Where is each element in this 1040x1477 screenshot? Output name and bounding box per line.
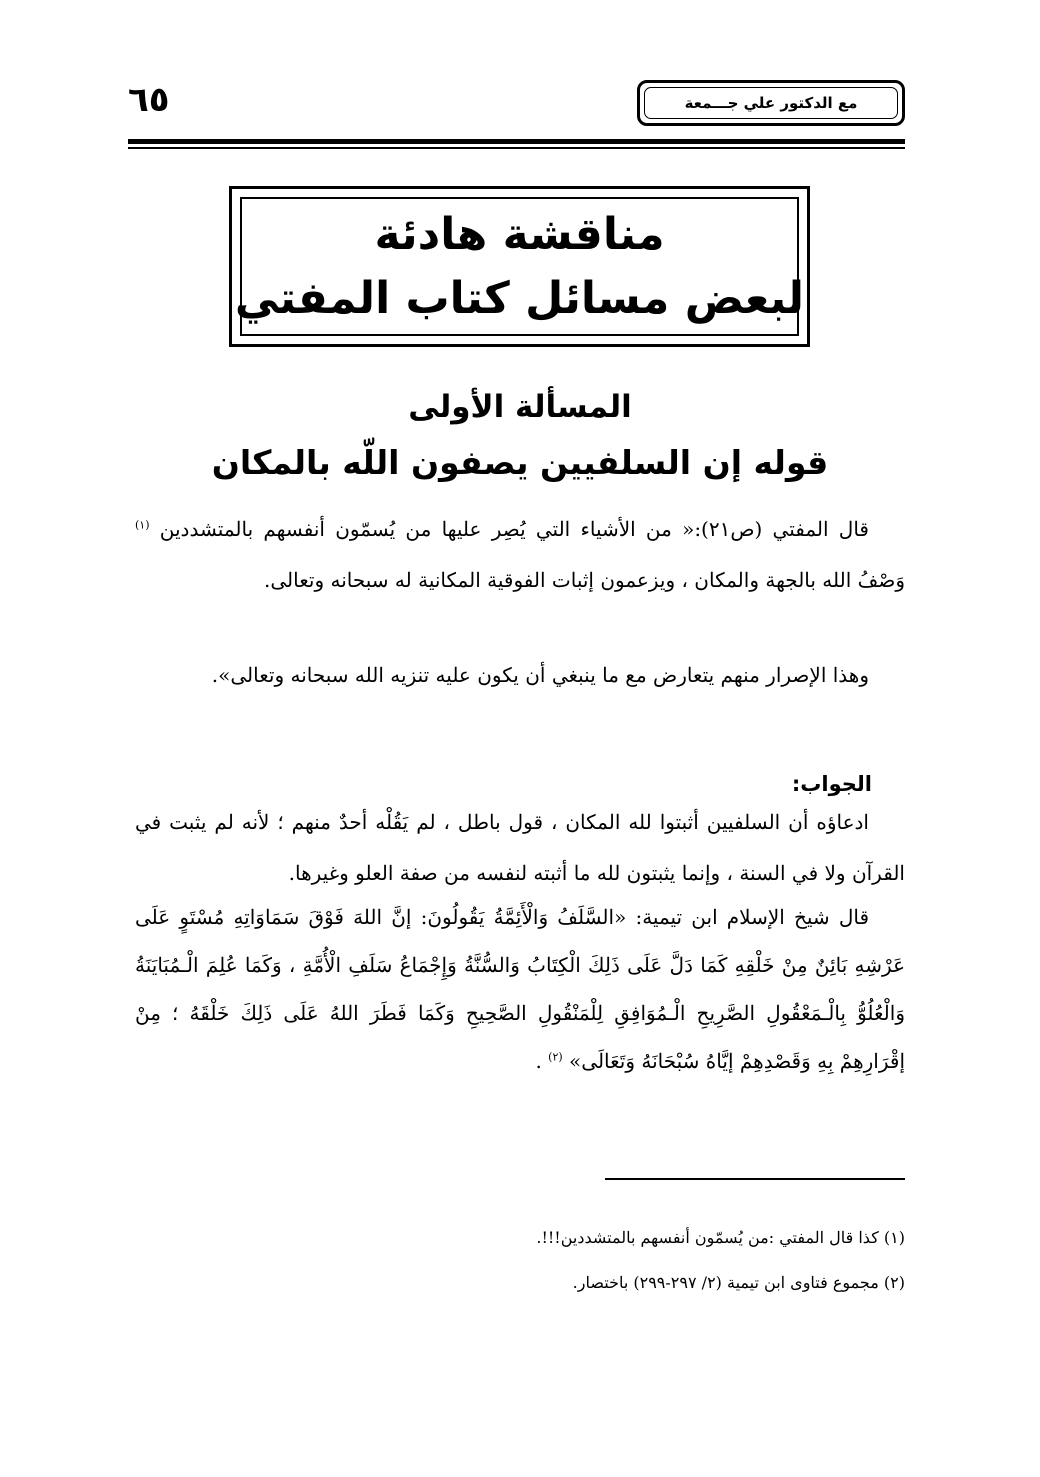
running-header-box <box>637 80 905 126</box>
header-rule-thin <box>128 147 905 149</box>
page-number: ٦٥ <box>128 80 170 120</box>
title-frame-inner <box>234 197 805 336</box>
footnote-1: (١) كذا قال المفتي :من يُسمّون أنفسهم بالمتشددين!!!. <box>536 1228 905 1247</box>
paragraph-1-text-b: وَصْفُ الله بالجهة والمكان ، ويزعمون إثبات الفوقية المكانية له سبحانه وتعالى. <box>264 568 905 592</box>
footnote-ref-2: (٢) <box>548 1050 563 1064</box>
paragraph-4-end: . <box>535 1049 542 1073</box>
section-subheading: قوله إن السلفيين يصفون اللّه بالمكان <box>211 443 829 482</box>
footnote-2: (٢) مجموع فتاوى ابن تيمية (٢/ ٢٩٧-٢٩٩) باختصار. <box>572 1273 905 1292</box>
paragraph-4 <box>135 893 905 1085</box>
paragraph-2: وهذا الإصرار منهم يتعارض مع ما ينبغي أن يكون عليه تنزيه الله سبحانه وتعالى». <box>211 663 869 687</box>
footnote-rule <box>605 1178 905 1180</box>
paragraph-3: ادعاؤه أن السلفيين أثبتوا لله المكان ، قول باطل ، لم يَقُلْه أحدٌ منهم ؛ لأنه لم يثبت في القرآن ولا في السنة ، وإنما يثبتون لله ما أثبته لنفسه من صفة العلو وغيرها. <box>135 810 905 885</box>
section-heading: المسألة الأولى <box>408 389 632 425</box>
answer-label: الجواب: <box>791 772 872 796</box>
running-header-title: مع الدكتور علي جـــمعة <box>644 87 898 119</box>
footnote-ref-1: (١) <box>135 518 150 532</box>
title-line-1: مناقشة هادئة <box>374 208 665 260</box>
paragraph-4-quote: قال شيخ الإسلام ابن تيمية: «السَّلَفُ وَالْأَئِمَّةُ يَقُولُونَ: إنَّ اللهَ فَوْقَ سَمَاوَاتِهِ مُسْتَوٍ عَلَى عَرْشِهِ بَائِنٌ مِنْ خَلْقِهِ كَمَا دَلَّ عَلَى ذَلِكَ الْكِتَابُ وَالسُّنَّةُ وَإِجْمَاعُ سَلَفِ الْأُمَّةِ ، وَكَمَا عُلِمَ الْـمُبَايَنَةُ وَالْعُلُوُّ بِالْـمَعْقُولِ الصَّرِيحِ الْـمُوَافِقِ لِلْمَنْقُولِ الصَّحِيحِ وَكَمَا فَطَرَ اللهُ عَلَى ذَلِكَ خَلْقَهُ ؛ مِنْ إقْرَارِهِمْ بِهِ وَقَصْدِهِمْ إيَّاهُ سُبْحَانَهُ وَتَعَالَى» <box>135 905 905 1073</box>
paragraph-1-text-a: قال المفتي (ص٢١):« من الأشياء التي يُصِر عليها من يُسمّون أنفسهم بالمتشددين <box>159 517 869 541</box>
title-line-2: لبعض مسائل كتاب المفتي <box>234 272 805 324</box>
header-rule-thick <box>128 139 905 144</box>
title-frame <box>229 186 810 347</box>
paragraph-1 <box>135 504 905 606</box>
